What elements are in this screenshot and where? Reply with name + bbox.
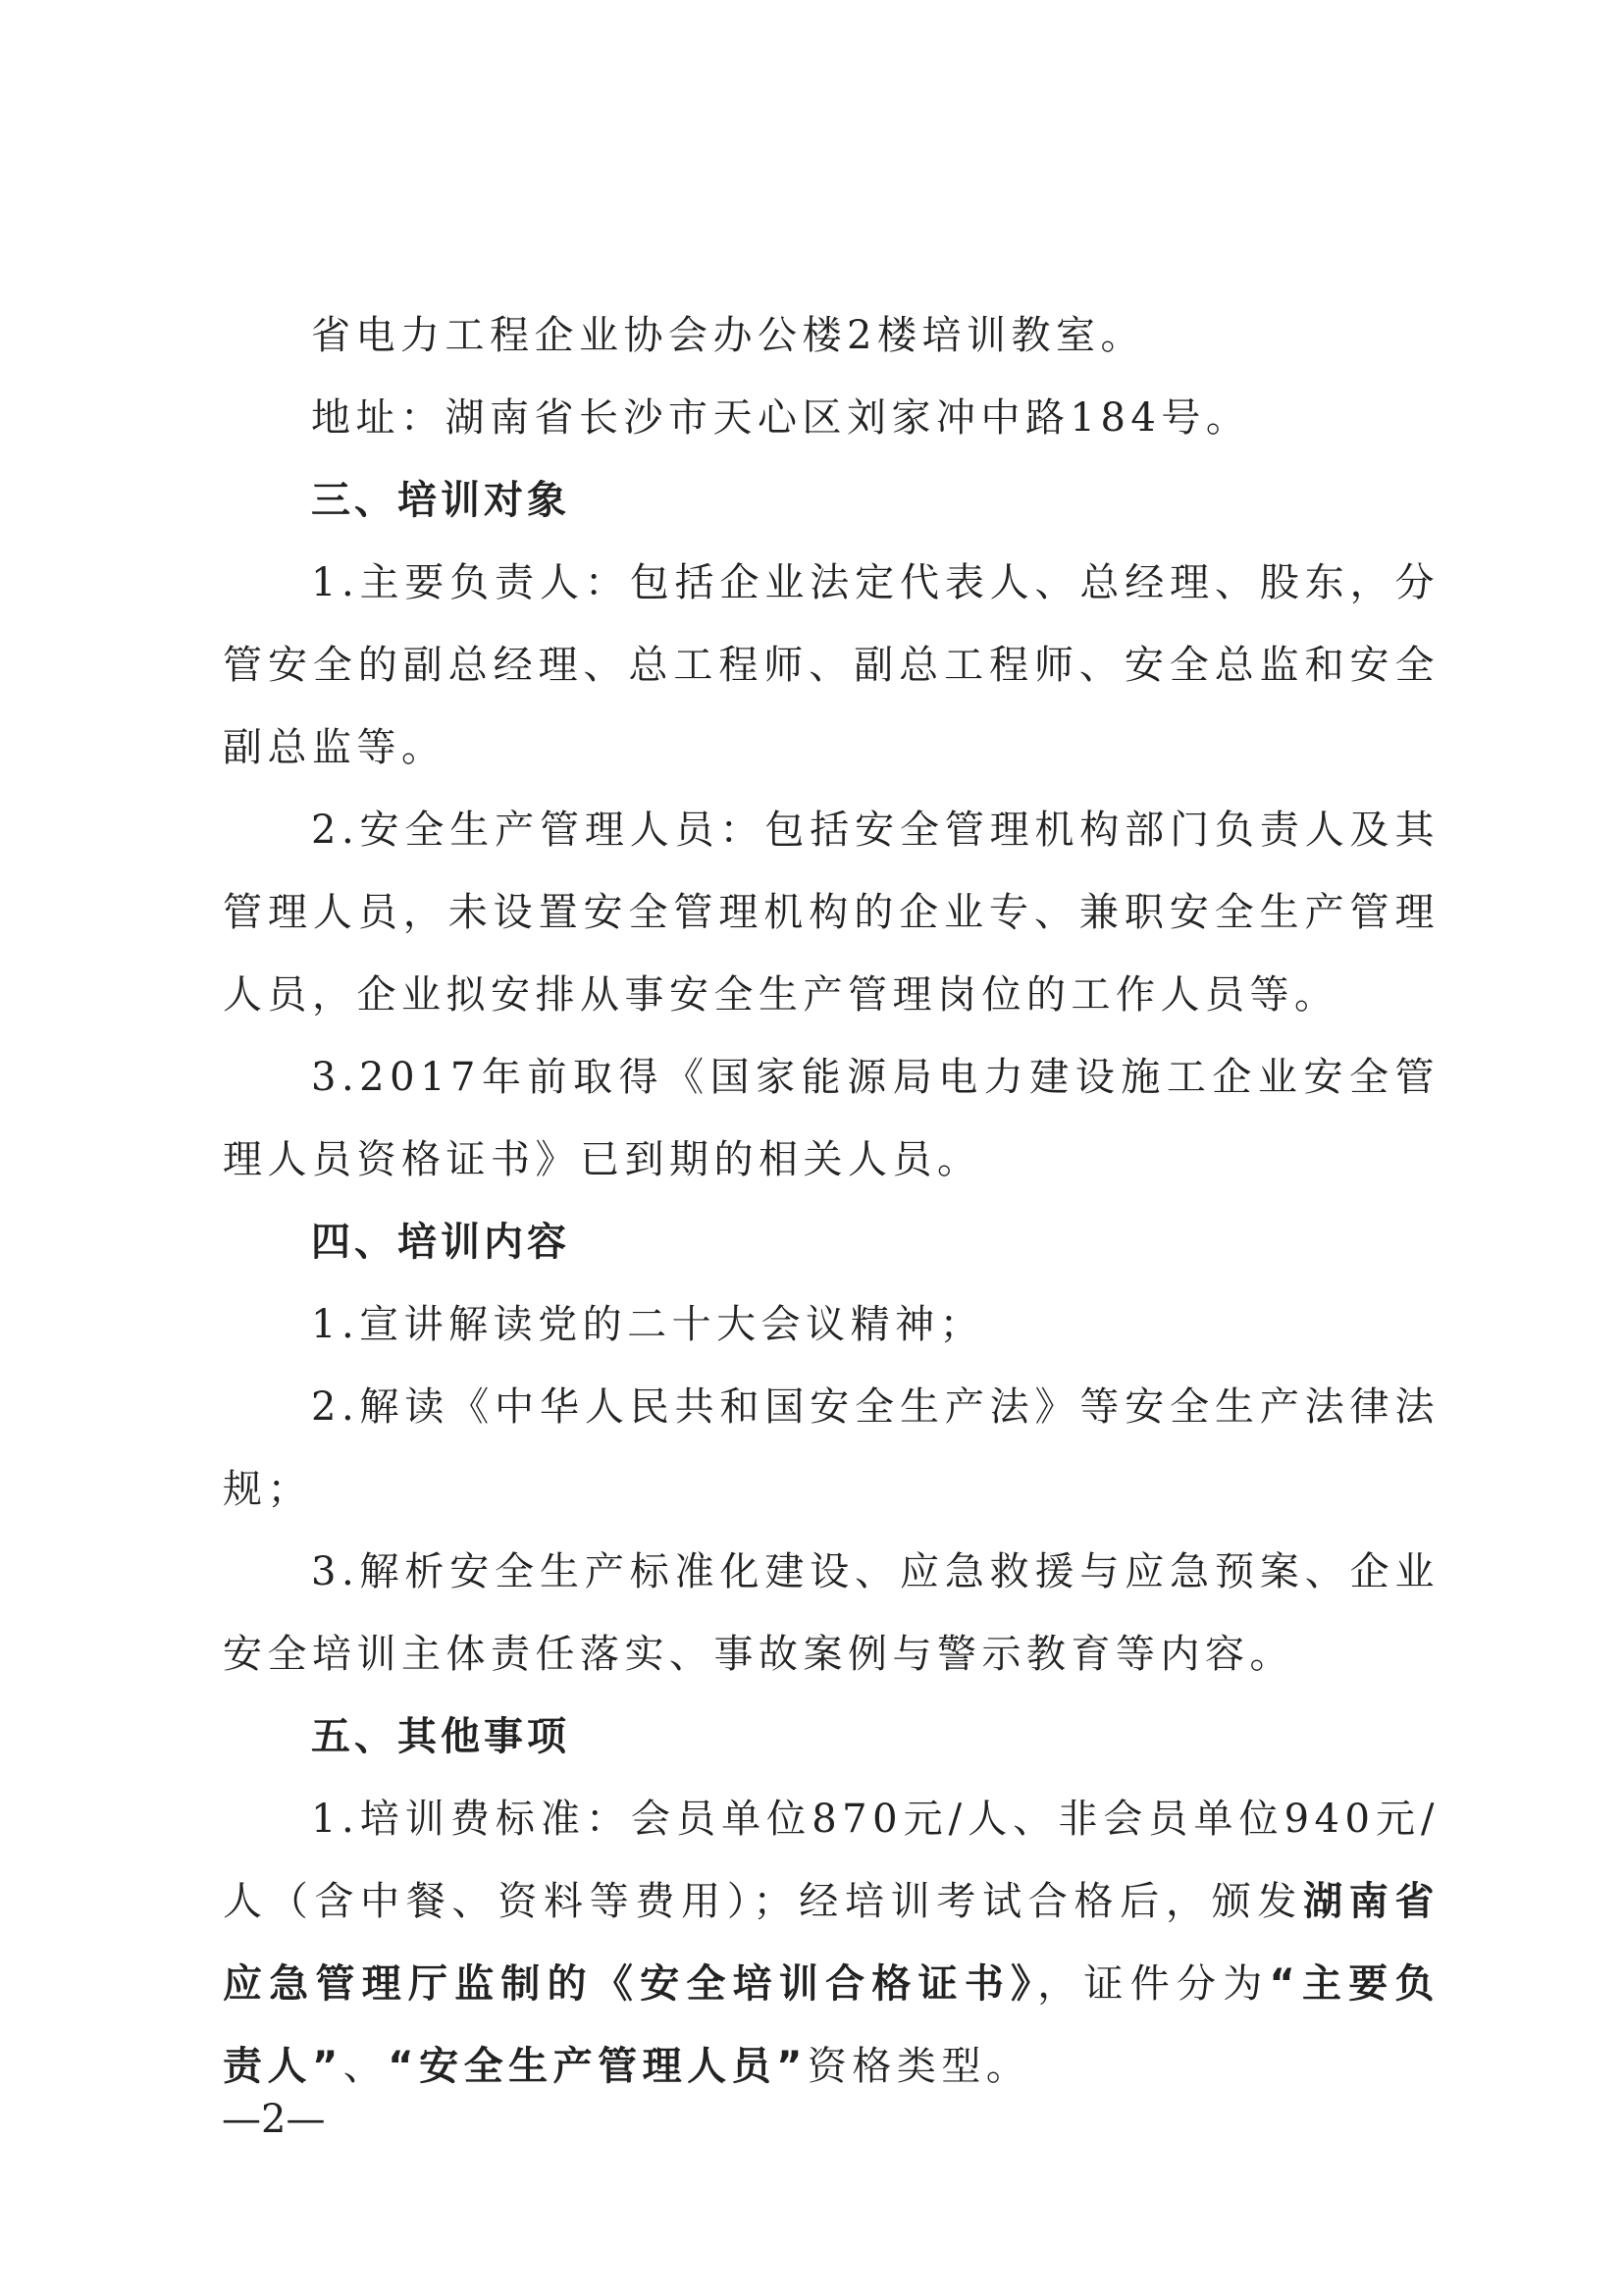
section-heading-other-matters: 五、其他事项 xyxy=(311,1714,570,1759)
other-item-1 xyxy=(223,1778,1440,2108)
section-heading-training-targets: 三、培训对象 xyxy=(311,478,570,523)
target-item-1: 1.主要负责人：包括企业法定代表人、总经理、股东，分管安全的副总经理、总工程师、副总工程师、安全总监和安全副总监等。 xyxy=(223,560,1440,770)
fee-text: 1.培训费标准：会员单位870元/人、非会员单位940元/人（含中餐、资料等费用）；经培训考试合格后，颁发 xyxy=(223,1797,1440,1924)
type-principal-bold: “主要负责人” xyxy=(223,1961,1440,2089)
section-heading-training-content: 四、培训内容 xyxy=(311,1220,570,1265)
qualification-type-text: 资格类型。 xyxy=(807,2044,1031,2089)
certificate-type-intro: ，证件分为 xyxy=(1037,1961,1270,2007)
type-separator: 、 xyxy=(342,2044,389,2089)
content-item-3: 3.解析安全生产标准化建设、应急救援与应急预案、企业安全培训主体责任落实、事故案例与警示教育等内容。 xyxy=(223,1549,1440,1677)
certificate-issuer-bold: 湖南省应急管理厅监制的《安全培训合格证书》 xyxy=(223,1879,1440,2007)
address-line: 地址：湖南省长沙市天心区刘家冲中路184号。 xyxy=(311,395,1251,441)
target-item-2: 2.安全生产管理人员：包括安全管理机构部门负责人及其管理人员，未设置安全管理机构的企业专、兼职安全生产管理人员，企业拟安排从事安全生产管理岗位的工作人员等。 xyxy=(223,808,1440,1018)
page-number: —2— xyxy=(222,2097,326,2142)
body-text xyxy=(223,294,1440,2108)
content-item-1: 1.宣讲解读党的二十大会议精神； xyxy=(311,1302,985,1347)
content-item-2: 2.解读《中华人民共和国安全生产法》等安全生产法律法规； xyxy=(223,1384,1440,1512)
type-safety-manager-bold: “安全生产管理人员” xyxy=(388,2044,808,2089)
target-item-3: 3.2017年前取得《国家能源局电力建设施工企业安全管理人员资格证书》已到期的相关人员。 xyxy=(223,1055,1440,1182)
venue-line: 省电力工程企业协会办公楼2楼培训教室。 xyxy=(311,313,1145,358)
